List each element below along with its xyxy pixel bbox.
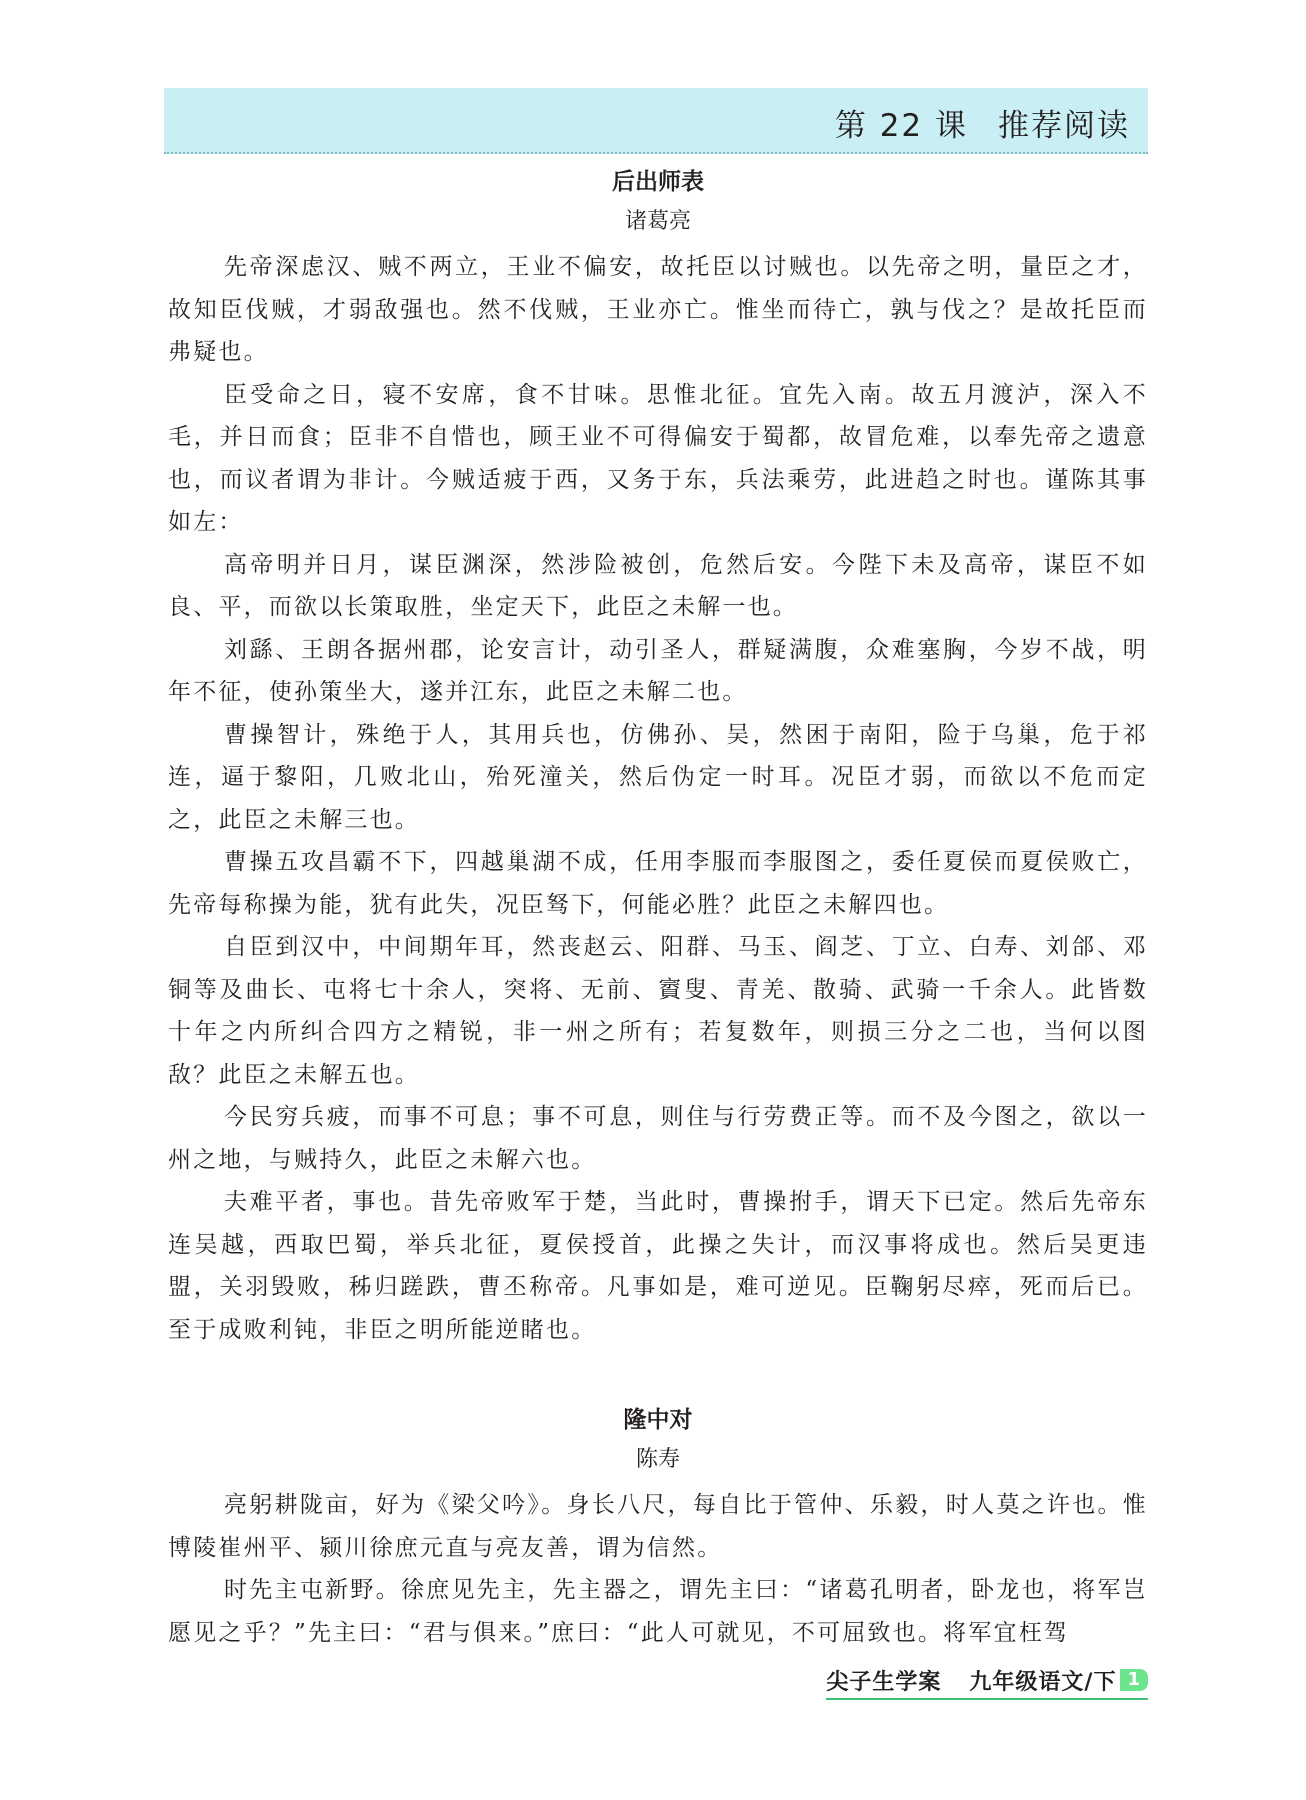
paragraph: 时先主屯新野。徐庶见先主，先主器之，谓先主曰：“诸葛孔明者，卧龙也，将军岂愿见之乎？”先主曰：“君与俱来。”庶曰：“此人可就见，不可屈致也。将军宜枉驾 [168,1577,1148,1646]
paragraph: 先帝深虑汉、贼不两立，王业不偏安，故托臣以讨贼也。以先帝之明，量臣之才，故知臣伐贼，才弱敌强也。然不伐贼，王业亦亡。惟坐而待亡，孰与伐之？是故托臣而弗疑也。 [168,254,1148,365]
section-name: 推荐阅读 [998,108,1130,144]
article-author: 陈寿 [635,1447,680,1472]
page-number: 1 [1120,1669,1148,1691]
paragraph: 刘繇、王朗各据州郡，论安言计，动引圣人，群疑满腹，众难塞胸，今岁不战，明年不征，使孙策坐大，遂并江东，此臣之未解二也。 [168,636,1148,705]
article-long-zhong-dui [168,1400,1148,1654]
lesson-number: 第 22 课 [834,108,968,144]
book-title: 尖子生学案 [826,1669,942,1695]
paragraph: 亮躬耕陇亩，好为《梁父吟》。身长八尺，每自比于管仲、乐毅，时人莫之许也。惟博陵崔州平、颍川徐庶元直与亮友善，谓为信然。 [168,1492,1148,1561]
paragraph: 曹操五攻昌霸不下，四越巢湖不成，任用李服而李服图之，委任夏侯而夏侯败亡，先帝每称操为能，犹有此失，况臣驽下，何能必胜？此臣之未解四也。 [168,849,1148,918]
page-footer [826,1662,1148,1700]
paragraph: 曹操智计，殊绝于人，其用兵也，仿佛孙、吴，然困于南阳，险于乌巢，危于祁连，逼于黎阳，几败北山，殆死潼关，然后伪定一时耳。况臣才弱，而欲以不危而定之，此臣之未解三也。 [168,721,1148,833]
paragraph: 夫难平者，事也。昔先帝败军于楚，当此时，曹操拊手，谓天下已定。然后先帝东连吴越，西取巴蜀，举兵北征，夏侯授首，此操之失计，而汉事将成也。然后吴更违盟，关羽毁败，秭归蹉跌，曹丕称帝。凡事如是，难可逆见。臣鞠躬尽瘁，死而后已。至于成败利钝，非臣之明所能逆睹也。 [168,1189,1148,1343]
article-author: 诸葛亮 [624,209,691,234]
grade-subject: 九年级语文/下 [969,1669,1117,1695]
article-hou-chu-shi-biao [168,162,1148,1351]
article-title: 隆中对 [623,1407,693,1433]
lesson-header-band [164,88,1148,154]
paragraph: 今民穷兵疲，而事不可息；事不可息，则住与行劳费正等。而不及今图之，欲以一州之地，与贼持久，此臣之未解六也。 [168,1104,1148,1173]
paragraph: 高帝明并日月，谋臣渊深，然涉险被创，危然后安。今陛下未及高帝，谋臣不如良、平，而欲以长策取胜，坐定天下，此臣之未解一也。 [168,551,1148,620]
paragraph: 自臣到汉中，中间期年耳，然丧赵云、阳群、马玉、阎芝、丁立、白寿、刘郃、邓铜等及曲长、屯将七十余人，突将、无前、賨叟、青羌、散骑、武骑一千余人。此皆数十年之内所纠合四方之精锐，非一州之所有；若复数年，则损三分之二也，当何以图敌？此臣之未解五也。 [168,934,1148,1088]
article-title: 后出师表 [612,169,704,195]
lesson-header-title [835,100,1130,145]
paragraph: 臣受命之日，寝不安席，食不甘味。思惟北征。宜先入南。故五月渡泸，深入不毛，并日而食；臣非不自惜也，顾王业不可得偏安于蜀都，故冒危难，以奉先帝之遗意也，而议者谓为非计。今贼适疲于西，又务于东，兵法乘劳，此进趋之时也。谨陈其事如左： [168,381,1148,535]
